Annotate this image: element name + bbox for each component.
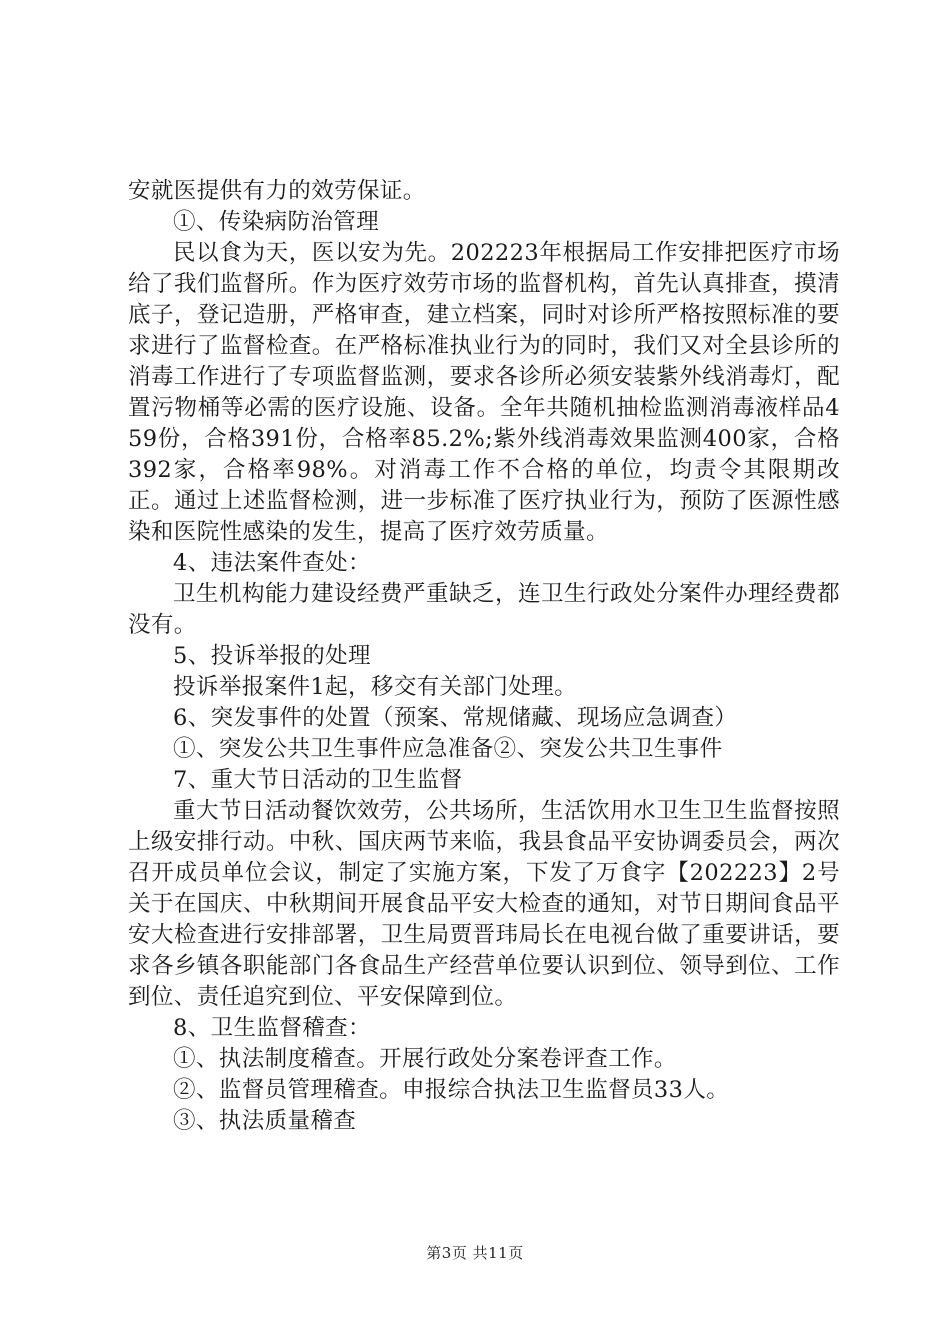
paragraph-14: ③、执法质量稽查 — [173, 1108, 357, 1134]
paragraph-13: ②、监督员管理稽查。申报综合执法卫生监督员33人。 — [173, 1077, 730, 1103]
paragraph-5: 5、投诉举报的处理 — [173, 643, 371, 669]
paragraph-10: 重大节日活动餐饮效劳，公共场所，生活饮用水卫生卫生监督按照上级安排行动。中秋、国庆两节来临，我县食品平安协调委员会，两次召开成员单位会议，制定了实施方案，下发了万食字【202223】2号关于在国庆、中秋期间开展食品平安大检查的通知，对节日期间食品平安大检查进行安排部署，卫生局贾晋玮局长在电视台做了重要讲话，要求各乡镇各职能部门各食品生产经营单位要认识到位、领导到位、工作到位、责任追究到位、平安保障到位。 — [128, 798, 840, 1010]
paragraph-12: ①、执法制度稽查。开展行政处分案卷评查工作。 — [173, 1046, 677, 1072]
paragraph-1: ①、传染病防治管理 — [173, 209, 380, 235]
paragraph-4: 卫生机构能力建设经费严重缺乏，连卫生行政处分案件办理经费都没有。 — [128, 581, 840, 638]
paragraph-8: ①、突发公共卫生事件应急准备②、突发公共卫生事件 — [173, 736, 723, 762]
document-body — [128, 176, 840, 1137]
paragraph-0: 安就医提供有力的效劳保证。 — [128, 178, 426, 204]
paragraph-7: 6、突发事件的处置（预案、常规储藏、现场应急调查） — [173, 705, 738, 731]
paragraph-2: 民以食为天，医以安为先。202223年根据局工作安排把医疗市场给了我们监督所。作为医疗效劳市场的监督机构，首先认真排查，摸清底子，登记造册，严格审查，建立档案，同时对诊所严格按照标准的要求进行了监督检查。在严格标准执业行为的同时，我们又对全县诊所的消毒工作进行了专项监督监测，要求各诊所必须安装紫外线消毒灯，配置污物桶等必需的医疗设施、设备。全年共随机抽检监测消毒液样品459份，合格391份，合格率85.2%;紫外线消毒效果监测400家，合格392家，合格率98%。对消毒工作不合格的单位，均责令其限期改正。通过上述监督检测，进一步标准了医疗执业行为，预防了医源性感染和医院性感染的发生，提高了医疗效劳质量。 — [128, 240, 840, 545]
page-footer: 第3页 共11页 — [426, 1244, 524, 1262]
paragraph-3: 4、违法案件查处： — [173, 550, 371, 576]
paragraph-11: 8、卫生监督稽查： — [173, 1015, 371, 1041]
paragraph-6: 投诉举报案件1起，移交有关部门处理。 — [173, 674, 578, 700]
paragraph-9: 7、重大节日活动的卫生监督 — [173, 767, 463, 793]
